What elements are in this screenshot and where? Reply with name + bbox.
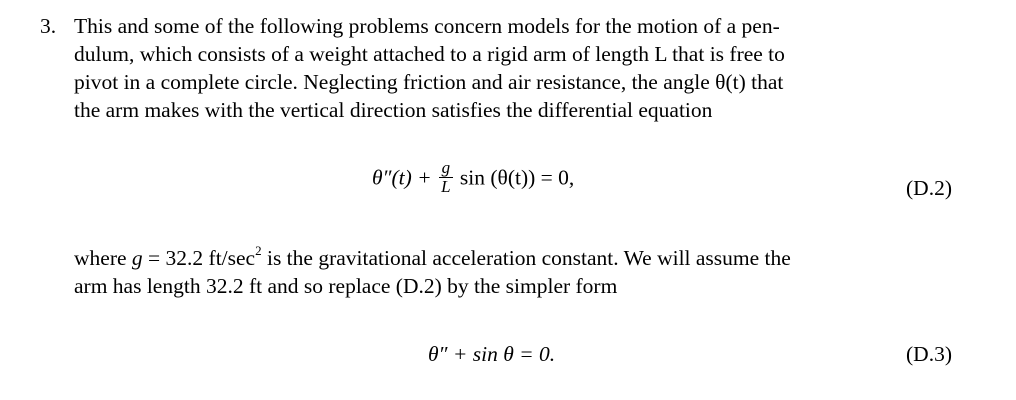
paragraph-1-line-3: pivot in a complete circle. Neglecting friction and air resistance, the angle θ(t) that — [74, 70, 784, 94]
equation-label-d3: (D.3) — [906, 342, 952, 366]
gravity-symbol: g — [131, 246, 143, 270]
paragraph-1-line-4: the arm makes with the vertical direction satisfies the differential equation — [74, 98, 713, 122]
equation-d3: θ″ + sin θ = 0. — [428, 342, 556, 366]
equation-d2-lhs: θ″(t) + — [372, 165, 438, 190]
paragraph-2-where: where — [74, 246, 132, 270]
equation-d2 — [372, 158, 575, 198]
paragraph-1-line-1: This and some of the following problems concern models for the motion of a pen- — [74, 14, 780, 38]
paragraph-1-line-2: dulum, which consists of a weight attached to a rigid arm of length L that is free to — [74, 42, 785, 66]
problem-number: 3. — [40, 14, 57, 38]
fraction-numerator: g — [439, 159, 452, 178]
unit-exponent: 2 — [255, 242, 262, 258]
fraction-denominator: L — [441, 177, 451, 196]
gravity-value: = 32.2 ft/sec — [142, 246, 256, 270]
paragraph-2-line-2: arm has length 32.2 ft and so replace (D.2) by the simpler form — [74, 274, 618, 298]
equation-label-d2: (D.2) — [906, 176, 952, 200]
fraction-g-over-l — [439, 159, 452, 196]
paragraph-2-rest: is the gravitational acceleration constant. We will assume the — [261, 246, 791, 270]
paragraph-2-line-1 — [74, 244, 791, 272]
equation-d2-rhs: sin (θ(t)) = 0, — [454, 165, 575, 190]
